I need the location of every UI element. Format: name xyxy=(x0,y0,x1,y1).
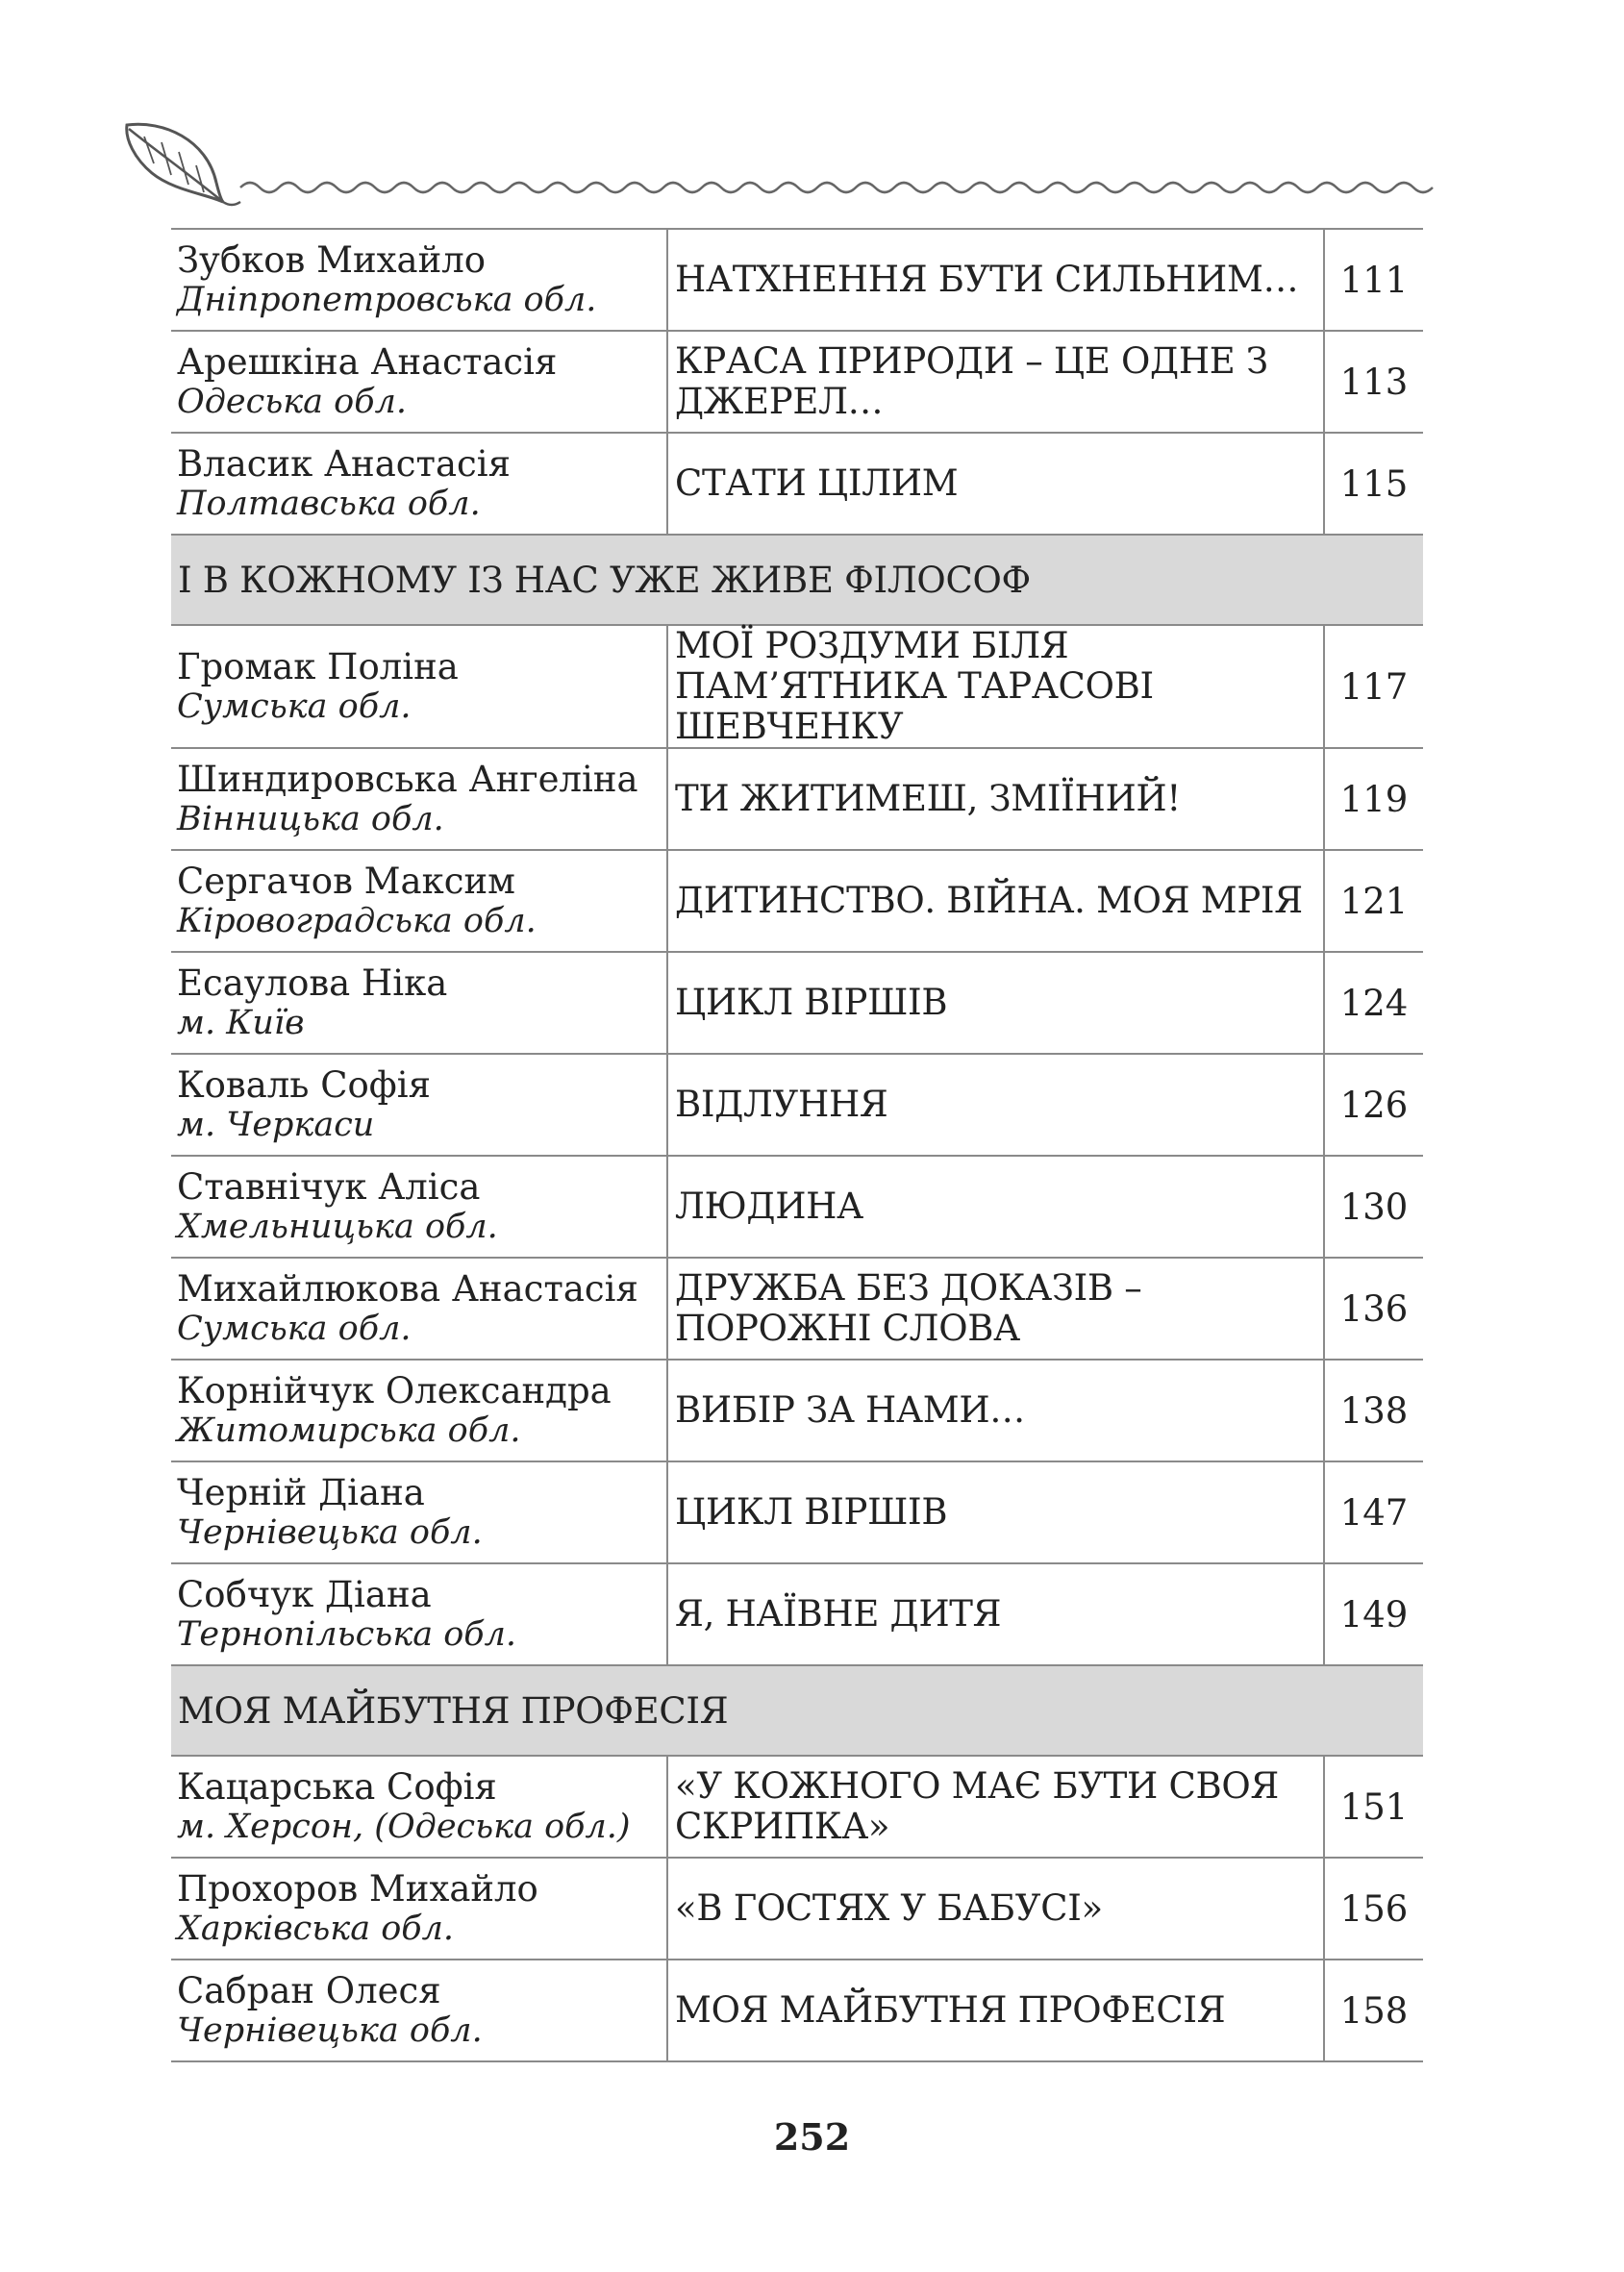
toc-entry-row xyxy=(171,1258,1423,1360)
work-title: Я, НАЇВНЕ ДИТЯ xyxy=(675,1593,1002,1635)
author-region: м. Черкаси xyxy=(177,1106,375,1144)
author-name: Михайлюкова Анастасія xyxy=(177,1268,638,1310)
page-cell xyxy=(1324,1258,1423,1360)
title-cell xyxy=(667,1461,1324,1563)
toc-entry-row xyxy=(171,1156,1423,1258)
title-cell xyxy=(667,1258,1324,1360)
entry-page-number: 111 xyxy=(1339,259,1409,301)
work-title: СТАТИ ЦІЛИМ xyxy=(675,462,959,504)
author-region: Сумська обл. xyxy=(177,1310,412,1348)
author-name: Зубков Михайло xyxy=(177,239,487,281)
page-cell xyxy=(1324,1054,1423,1156)
author-cell xyxy=(171,1258,667,1360)
work-title: ВИБІР ЗА НАМИ… xyxy=(675,1389,1025,1431)
toc-body xyxy=(171,229,1423,2061)
entry-page-number: 136 xyxy=(1339,1287,1409,1330)
work-title: «У КОЖНОГО МАЄ БУТИ СВОЯ СКРИПКА» xyxy=(675,1765,1279,1847)
title-cell xyxy=(667,433,1324,535)
wavy-rule xyxy=(240,183,1433,192)
author-region: Вінницька обл. xyxy=(177,800,444,838)
author-name: Сергачов Максим xyxy=(177,861,515,902)
page-cell xyxy=(1324,1858,1423,1960)
section-cell xyxy=(171,1665,1423,1756)
work-title: ДРУЖБА БЕЗ ДОКАЗІВ – ПОРОЖНІ СЛОВА xyxy=(675,1267,1142,1349)
title-cell xyxy=(667,748,1324,850)
author-name: Власик Анастасія xyxy=(177,443,511,485)
entry-page-number: 138 xyxy=(1339,1389,1409,1432)
toc-entry-row xyxy=(171,952,1423,1054)
page-cell xyxy=(1324,229,1423,331)
author-region: Чернівецька обл. xyxy=(177,1513,483,1552)
toc-entry-row xyxy=(171,1960,1423,2061)
page-cell xyxy=(1324,952,1423,1054)
page-cell xyxy=(1324,331,1423,433)
page-number: 252 xyxy=(773,2115,851,2159)
author-name: Корнійчук Олександра xyxy=(177,1370,612,1411)
author-name: Прохоров Михайло xyxy=(177,1868,538,1910)
page-cell xyxy=(1324,850,1423,952)
author-region: Харківська обл. xyxy=(177,1910,455,1948)
page-cell xyxy=(1324,1960,1423,2061)
author-cell xyxy=(171,331,667,433)
title-cell xyxy=(667,850,1324,952)
author-region: Дніпропетровська обл. xyxy=(177,281,597,319)
work-title: КРАСА ПРИРОДИ – ЦЕ ОДНЕ З ДЖЕРЕЛ… xyxy=(675,340,1268,422)
author-cell xyxy=(171,625,667,748)
section-title: МОЯ МАЙБУТНЯ ПРОФЕСІЯ xyxy=(178,1689,729,1732)
author-region: Кіровоградська обл. xyxy=(177,902,537,940)
work-title: МОЯ МАЙБУТНЯ ПРОФЕСІЯ xyxy=(675,1989,1226,2031)
page-cell xyxy=(1324,748,1423,850)
toc-entry-row xyxy=(171,1360,1423,1461)
toc-entry-row xyxy=(171,433,1423,535)
entry-page-number: 115 xyxy=(1339,462,1409,505)
toc-entry-row xyxy=(171,850,1423,952)
toc-entry-row xyxy=(171,748,1423,850)
author-cell xyxy=(171,1054,667,1156)
toc-entry-row xyxy=(171,625,1423,748)
author-region: Чернівецька обл. xyxy=(177,2011,483,2050)
author-cell xyxy=(171,433,667,535)
author-name: Собчук Діана xyxy=(177,1574,432,1615)
author-name: Арешкіна Анастасія xyxy=(177,341,558,383)
work-title: ЛЮДИНА xyxy=(675,1186,863,1227)
author-region: Полтавська обл. xyxy=(177,485,481,523)
header-ornament xyxy=(115,106,1442,212)
work-title: «В ГОСТЯХ У БАБУСІ» xyxy=(675,1887,1103,1929)
page-cell xyxy=(1324,1156,1423,1258)
author-region: Одеська обл. xyxy=(177,383,407,421)
title-cell xyxy=(667,331,1324,433)
title-cell xyxy=(667,1756,1324,1858)
author-region: м. Київ xyxy=(177,1004,305,1042)
author-name: Кацарська Софія xyxy=(177,1766,497,1808)
toc-entry-row xyxy=(171,1756,1423,1858)
work-title: НАТХНЕННЯ БУТИ СИЛЬНИМ… xyxy=(675,259,1299,300)
author-cell xyxy=(171,1858,667,1960)
author-region: м. Херсон, (Одеська обл.) xyxy=(177,1808,631,1846)
toc-entry-row xyxy=(171,1858,1423,1960)
author-cell xyxy=(171,748,667,850)
title-cell xyxy=(667,1156,1324,1258)
entry-page-number: 156 xyxy=(1339,1887,1409,1930)
entry-page-number: 119 xyxy=(1339,778,1409,820)
entry-page-number: 151 xyxy=(1339,1785,1409,1828)
title-cell xyxy=(667,229,1324,331)
author-region: Хмельницька обл. xyxy=(177,1208,498,1246)
page-cell xyxy=(1324,1461,1423,1563)
author-region: Тернопільська обл. xyxy=(177,1615,517,1654)
entry-page-number: 147 xyxy=(1339,1491,1409,1534)
page-cell xyxy=(1324,1756,1423,1858)
toc-table xyxy=(171,228,1423,2062)
author-cell xyxy=(171,1156,667,1258)
toc-entry-row xyxy=(171,331,1423,433)
page-cell xyxy=(1324,1563,1423,1665)
section-cell xyxy=(171,535,1423,625)
author-name: Черній Діана xyxy=(177,1472,425,1513)
author-cell xyxy=(171,1563,667,1665)
toc-section-heading xyxy=(171,535,1423,625)
entry-page-number: 124 xyxy=(1339,982,1409,1024)
work-title: ДИТИНСТВО. ВІЙНА. МОЯ МРІЯ xyxy=(675,880,1303,921)
entry-page-number: 126 xyxy=(1339,1084,1409,1126)
page-cell xyxy=(1324,1360,1423,1461)
author-name: Ставнічук Аліса xyxy=(177,1166,481,1208)
toc-entry-row xyxy=(171,1054,1423,1156)
author-cell xyxy=(171,1360,667,1461)
author-cell xyxy=(171,850,667,952)
title-cell xyxy=(667,1960,1324,2061)
author-name: Сабран Олеся xyxy=(177,1970,441,2011)
entry-page-number: 121 xyxy=(1339,880,1409,922)
toc-section-heading xyxy=(171,1665,1423,1756)
title-cell xyxy=(667,1360,1324,1461)
work-title: МОЇ РОЗДУМИ БІЛЯ ПАМ’ЯТНИКА ТАРАСОВІ ШЕВЧЕНКУ xyxy=(675,625,1154,747)
entry-page-number: 130 xyxy=(1339,1186,1409,1228)
entry-page-number: 158 xyxy=(1339,1989,1409,2032)
author-name: Шиндировська Ангеліна xyxy=(177,759,638,800)
author-name: Громак Поліна xyxy=(177,646,459,687)
entry-page-number: 149 xyxy=(1339,1593,1409,1635)
author-cell xyxy=(171,1756,667,1858)
author-name: Есаулова Ніка xyxy=(177,962,448,1004)
page-cell xyxy=(1324,625,1423,748)
work-title: ТИ ЖИТИМЕШ, ЗМІЇНИЙ! xyxy=(675,778,1181,819)
section-title: І В КОЖНОМУ ІЗ НАС УЖЕ ЖИВЕ ФІЛОСОФ xyxy=(178,559,1031,601)
entry-page-number: 113 xyxy=(1339,361,1409,403)
title-cell xyxy=(667,1858,1324,1960)
work-title: ВІДЛУННЯ xyxy=(675,1084,888,1125)
title-cell xyxy=(667,1563,1324,1665)
author-cell xyxy=(171,229,667,331)
title-cell xyxy=(667,1054,1324,1156)
toc-entry-row xyxy=(171,1563,1423,1665)
toc-entry-row xyxy=(171,229,1423,331)
title-cell xyxy=(667,952,1324,1054)
work-title: ЦИКЛ ВІРШІВ xyxy=(675,982,948,1023)
author-region: Сумська обл. xyxy=(177,687,412,726)
author-cell xyxy=(171,1960,667,2061)
author-cell xyxy=(171,1461,667,1563)
page-cell xyxy=(1324,433,1423,535)
toc-entry-row xyxy=(171,1461,1423,1563)
entry-page-number: 117 xyxy=(1339,665,1409,708)
author-cell xyxy=(171,952,667,1054)
feather-quill-icon xyxy=(127,124,240,205)
author-region: Житомирська обл. xyxy=(177,1411,521,1450)
work-title: ЦИКЛ ВІРШІВ xyxy=(675,1491,948,1533)
title-cell xyxy=(667,625,1324,748)
author-name: Коваль Софія xyxy=(177,1064,431,1106)
